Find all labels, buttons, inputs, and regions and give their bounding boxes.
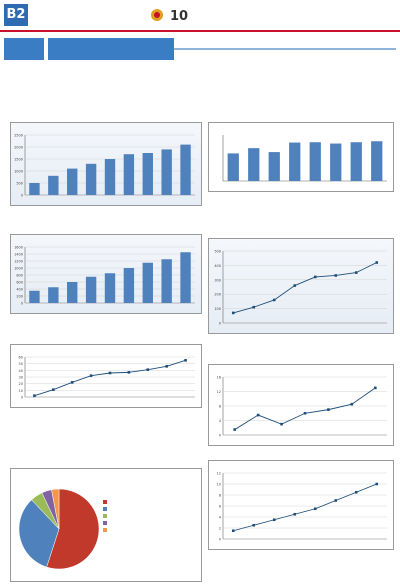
y-tick-label: 500 [16, 181, 23, 186]
y-tick-label: 400 [214, 263, 221, 268]
y-tick-label: 10 [18, 388, 23, 393]
bar [67, 282, 77, 303]
exhibitors-chart [10, 122, 202, 206]
banner-rule [174, 48, 396, 50]
y-tick-label: 2500 [14, 133, 23, 138]
y-tick-label: 800 [16, 273, 23, 278]
y-tick-label: 1400 [14, 252, 23, 257]
pro_visitors-svg [209, 365, 393, 445]
legend-swatch [103, 507, 107, 511]
y-tick-label: 60 [18, 355, 23, 360]
bar [330, 144, 341, 181]
y-tick-label: 0 [20, 193, 23, 198]
data-point [232, 529, 235, 532]
bar [371, 141, 382, 181]
data-point [355, 491, 358, 494]
data-point [314, 276, 317, 279]
y-tick-label: 0 [20, 301, 23, 306]
section-banner [0, 36, 400, 62]
y-tick-label: 12 [216, 471, 221, 476]
bar [310, 142, 321, 181]
expo-logo-icon [148, 6, 200, 24]
bar [228, 153, 239, 181]
data-point [351, 403, 354, 406]
y-tick-label: 0 [20, 395, 23, 400]
bar [269, 152, 280, 181]
data-point [280, 423, 283, 426]
bar [29, 291, 39, 303]
y-tick-label: 8 [218, 404, 221, 409]
deals-svg [11, 235, 201, 313]
data-point [146, 368, 149, 371]
data-point [71, 381, 74, 384]
legend-entry [103, 520, 147, 527]
y-tick-label: 1200 [14, 259, 23, 264]
data-point [184, 359, 187, 362]
bar [161, 259, 171, 303]
legend-swatch [103, 528, 107, 532]
visitors-chart [208, 238, 394, 334]
deals-chart [10, 234, 202, 314]
pro-visitors-chart [208, 364, 394, 446]
exhibitors-svg [11, 123, 201, 205]
data-point [109, 372, 112, 375]
bar [67, 169, 77, 195]
banner-badge [4, 38, 44, 60]
data-point [293, 284, 296, 287]
legend-entry [103, 513, 147, 520]
y-tick-label: 40 [18, 368, 23, 373]
masthead [0, 0, 400, 32]
overseas-svg [209, 461, 393, 549]
y-tick-label: 10 [216, 482, 221, 487]
bar [86, 277, 96, 303]
legend-entry [103, 506, 147, 513]
data-point [273, 518, 276, 521]
y-tick-label: 2000 [14, 145, 23, 150]
y-tick-label: 0 [218, 433, 221, 438]
data-point [52, 388, 55, 391]
overseas-chart [208, 460, 394, 550]
y-tick-label: 8 [218, 493, 221, 498]
y-tick-label: 6 [218, 504, 221, 509]
y-tick-label: 16 [216, 375, 221, 380]
bar [48, 287, 58, 303]
y-tick-label: 200 [16, 294, 23, 299]
y-tick-label: 1000 [14, 169, 23, 174]
data-point [165, 365, 168, 368]
data-point [355, 271, 358, 274]
data-point [273, 299, 276, 302]
y-tick-label: 1600 [14, 245, 23, 250]
y-tick-label: 0 [218, 321, 221, 326]
bar [105, 273, 115, 303]
data-point [375, 483, 378, 486]
y-tick-label: 30 [18, 375, 23, 380]
legend-entry [103, 499, 147, 506]
data-point [33, 394, 36, 397]
expo-logo [148, 6, 200, 24]
data-point [334, 499, 337, 502]
legend-entry [103, 527, 147, 534]
sub_venues-svg [11, 345, 201, 407]
y-tick-label: 50 [18, 362, 23, 367]
bar [124, 268, 134, 303]
y-tick-label: 400 [16, 287, 23, 292]
y-tick-label: 12 [216, 390, 221, 394]
data-point [375, 261, 378, 264]
bar [351, 142, 362, 181]
data-point [252, 524, 255, 527]
export-svg [209, 123, 393, 191]
data-point [334, 274, 337, 277]
export-chart [208, 122, 394, 192]
bar [105, 159, 115, 195]
bar [180, 145, 190, 195]
banner-title [48, 38, 174, 60]
data-point [252, 306, 255, 309]
y-tick-label: 600 [16, 280, 23, 285]
data-point [304, 412, 307, 415]
bar [289, 143, 300, 181]
data-point [233, 428, 236, 431]
data-point [232, 312, 235, 315]
newspaper-brand [312, 8, 394, 24]
y-tick-label: 300 [214, 278, 221, 283]
bar [180, 252, 190, 303]
sub-venues-chart [10, 344, 202, 408]
data-point [327, 408, 330, 411]
legend-swatch [103, 521, 107, 525]
bar [143, 263, 153, 303]
y-tick-label: 1000 [14, 266, 23, 271]
data-point [374, 387, 377, 390]
series-line [235, 388, 376, 430]
legend-swatch [103, 514, 107, 518]
y-tick-label: 100 [214, 307, 221, 312]
bar [29, 183, 39, 195]
deal-types-chart [10, 468, 202, 582]
y-tick-label: 20 [18, 382, 23, 387]
data-point [293, 513, 296, 516]
page-number: B2 [4, 4, 28, 26]
bar [248, 148, 259, 181]
data-point [128, 371, 131, 374]
series-line [233, 263, 377, 313]
bar [124, 154, 134, 195]
bar [86, 164, 96, 195]
y-tick-label: 1500 [14, 157, 23, 162]
bar [143, 153, 153, 195]
data-point [257, 414, 260, 417]
special-edition-title [200, 9, 290, 23]
pie-legend [103, 499, 147, 534]
data-point [90, 374, 93, 377]
visitors-svg [209, 239, 393, 333]
y-tick-label: 4 [218, 515, 221, 520]
bar [161, 149, 171, 195]
svg-text:10: 10 [170, 9, 189, 24]
y-tick-label: 500 [214, 249, 221, 254]
y-tick-label: 200 [214, 292, 221, 297]
y-tick-label: 4 [218, 419, 221, 423]
bar [48, 176, 58, 195]
y-tick-label: 0 [218, 537, 221, 542]
legend-swatch [103, 500, 107, 504]
y-tick-label: 2 [218, 526, 221, 531]
data-point [314, 507, 317, 510]
